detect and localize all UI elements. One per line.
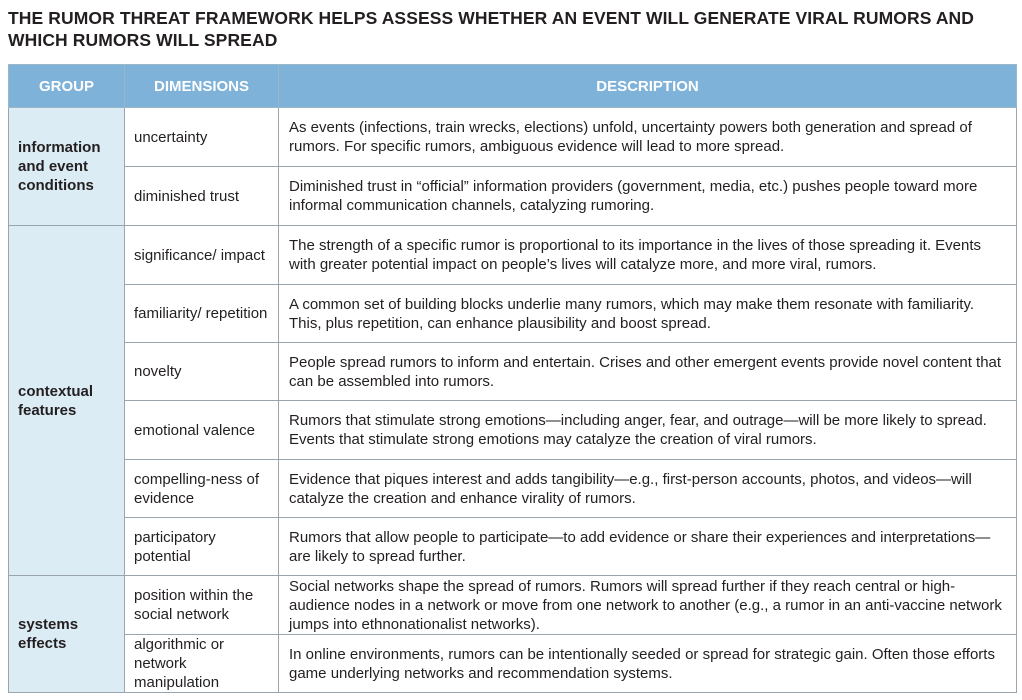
dimension-cell: emotional valence — [125, 401, 279, 460]
table-row — [9, 401, 1017, 460]
dimension-cell: algorithmic or network manipulation — [125, 635, 279, 693]
table-header-row — [9, 65, 1017, 108]
dimension-cell: participatory potential — [125, 518, 279, 576]
description-cell: Evidence that piques interest and adds tangibility—e.g., first-person accounts, photos, and videos—will catalyze the creation and enhance virality of rumors. — [279, 460, 1017, 518]
description-cell: A common set of building blocks underlie many rumors, which may make them resonate with familiarity. This, plus repetition, can enhance plausibility and boost spread. — [279, 285, 1017, 343]
dimension-cell: significance/ impact — [125, 226, 279, 285]
table-row — [9, 635, 1017, 693]
header-group: GROUP — [9, 65, 125, 108]
group-cell: contextual features — [9, 226, 125, 576]
description-cell: The strength of a specific rumor is proportional to its importance in the lives of those spreading it. Events with greater potential impact on people’s lives will catalyze more, and more viral, rumors. — [279, 226, 1017, 285]
rumor-framework-table — [8, 64, 1017, 693]
description-cell: In online environments, rumors can be intentionally seeded or spread for strategic gain. Often those efforts game underlying networks and recommendation systems. — [279, 635, 1017, 693]
description-cell: Rumors that stimulate strong emotions—including anger, fear, and outrage—will be more likely to spread. Events that stimulate strong emotions may catalyze the creation of viral rumors. — [279, 401, 1017, 460]
table-row — [9, 460, 1017, 518]
header-description: DESCRIPTION — [279, 65, 1017, 108]
header-dimensions: DIMENSIONS — [125, 65, 279, 108]
dimension-cell: compelling-ness of evidence — [125, 460, 279, 518]
dimension-cell: familiarity/ repetition — [125, 285, 279, 343]
dimension-cell: uncertainty — [125, 108, 279, 167]
description-cell: As events (infections, train wrecks, elections) unfold, uncertainty powers both generation and spread of rumors. For specific rumors, ambiguous evidence will lead to more spread. — [279, 108, 1017, 167]
table-row — [9, 285, 1017, 343]
description-cell: Diminished trust in “official” information providers (government, media, etc.) pushes people toward more informal communication channels, catalyzing rumoring. — [279, 167, 1017, 226]
figure-title: THE RUMOR THREAT FRAMEWORK HELPS ASSESS WHETHER AN EVENT WILL GENERATE VIRAL RUMORS AND WHICH RUMORS WILL SPREAD — [8, 8, 975, 50]
table-row — [9, 518, 1017, 576]
dimension-cell: diminished trust — [125, 167, 279, 226]
group-cell: systems effects — [9, 576, 125, 693]
description-cell: Social networks shape the spread of rumors. Rumors will spread further if they reach central or high-audience nodes in a network or move from one network to another (e.g., a rumor in an anti-vaccine network jumps into ethnonationalist networks). — [279, 576, 1017, 635]
dimension-cell: position within the social network — [125, 576, 279, 635]
description-cell: People spread rumors to inform and entertain. Crises and other emergent events provide novel content that can be assembled into rumors. — [279, 343, 1017, 401]
group-cell: information and event conditions — [9, 108, 125, 226]
dimension-cell: novelty — [125, 343, 279, 401]
table-row — [9, 576, 1017, 635]
table-row — [9, 226, 1017, 285]
description-cell: Rumors that allow people to participate—to add evidence or share their experiences and interpretations—are likely to spread further. — [279, 518, 1017, 576]
table-row — [9, 108, 1017, 167]
table-row — [9, 167, 1017, 226]
table-row — [9, 343, 1017, 401]
